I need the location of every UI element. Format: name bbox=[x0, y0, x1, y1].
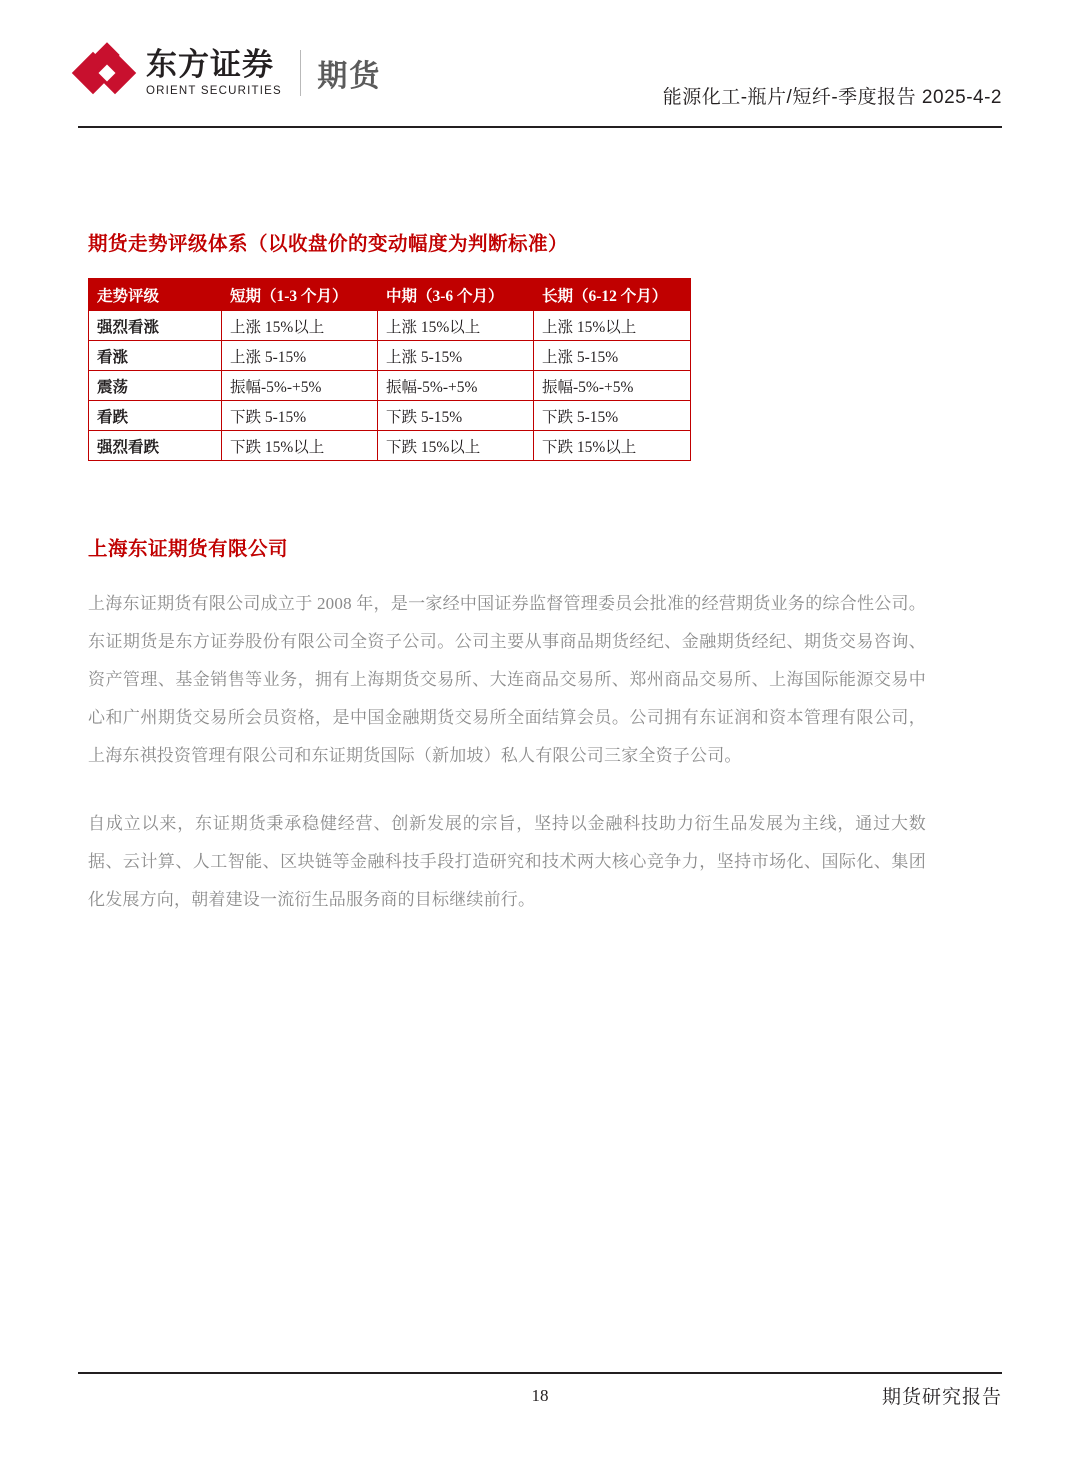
document-title-label: 能源化工-瓶片/短纤-季度报告 2025-4-2 bbox=[662, 87, 1002, 108]
table-header-cell: 短期（1-3 个月） bbox=[222, 279, 378, 311]
brand-name-en: ORIENT SECURITIES bbox=[146, 84, 282, 97]
table-row bbox=[89, 311, 691, 341]
table-cell: 下跌 5-15% bbox=[534, 401, 691, 431]
brand-sub-label: 期货 bbox=[317, 60, 382, 93]
orient-securities-logo-icon bbox=[78, 44, 136, 102]
company-description bbox=[88, 585, 926, 919]
table-cell: 上涨 15%以上 bbox=[378, 311, 534, 341]
table-cell: 上涨 5-15% bbox=[222, 341, 378, 371]
table-cell: 看涨 bbox=[89, 341, 222, 371]
table-row bbox=[89, 371, 691, 401]
table-cell: 上涨 5-15% bbox=[534, 341, 691, 371]
footer-label: 期货研究报告 bbox=[881, 1387, 1002, 1408]
table-row bbox=[89, 401, 691, 431]
table-header-cell: 走势评级 bbox=[89, 279, 222, 311]
table-cell: 振幅-5%-+5% bbox=[222, 371, 378, 401]
company-paragraph-2: 自成立以来，东证期货秉承稳健经营、创新发展的宗旨，坚持以金融科技助力衍生品发展为主线，通过大数据、云计算、人工智能、区块链等金融科技手段打造研究和技术两大核心竞争力，坚持市场化、国际化、集团化发展方向，朝着建设一流衍生品服务商的目标继续前行。 bbox=[88, 814, 926, 909]
table-cell: 上涨 15%以上 bbox=[534, 311, 691, 341]
page-header bbox=[78, 44, 1002, 122]
brand-logo-text bbox=[146, 49, 282, 97]
brand-logo bbox=[78, 44, 381, 102]
table-cell: 强烈看涨 bbox=[89, 311, 222, 341]
table-header-cell: 长期（6-12 个月） bbox=[534, 279, 691, 311]
brand-name-cn: 东方证券 bbox=[146, 47, 274, 83]
table-cell: 上涨 15%以上 bbox=[222, 311, 378, 341]
table-cell: 强烈看跌 bbox=[89, 431, 222, 461]
company-paragraph-1: 上海东证期货有限公司成立于 2008 年，是一家经中国证券监督管理委员会批准的经营期货业务的综合性公司。东证期货是东方证券股份有限公司全资子公司。公司主要从事商品期货经纪、金融期货经纪、期货交易咨询、资产管理、基金销售等业务，拥有上海期货交易所、大连商品交易所、郑州商品交易所、上海国际能源交易中心和广州期货交易所会员资格，是中国金融期货交易所全面结算会员。公司拥有东证润和资本管理有限公司，上海东祺投资管理有限公司和东证期货国际（新加坡）私人有限公司三家全资子公司。 bbox=[88, 594, 926, 765]
table-cell: 下跌 5-15% bbox=[378, 401, 534, 431]
table-cell: 振幅-5%-+5% bbox=[378, 371, 534, 401]
table-cell: 上涨 5-15% bbox=[378, 341, 534, 371]
table-cell: 下跌 15%以上 bbox=[378, 431, 534, 461]
logo-divider bbox=[300, 50, 302, 96]
table-row bbox=[89, 341, 691, 371]
company-section-title: 上海东证期货有限公司 bbox=[88, 539, 289, 560]
table-cell: 看跌 bbox=[89, 401, 222, 431]
table-cell: 震荡 bbox=[89, 371, 222, 401]
table-header-cell: 中期（3-6 个月） bbox=[378, 279, 534, 311]
header-divider bbox=[78, 126, 1002, 128]
rating-table bbox=[88, 278, 691, 461]
table-header-row bbox=[89, 279, 691, 311]
table-cell: 下跌 15%以上 bbox=[222, 431, 378, 461]
table-cell: 下跌 15%以上 bbox=[534, 431, 691, 461]
table-row bbox=[89, 431, 691, 461]
rating-section-title: 期货走势评级体系（以收盘价的变动幅度为判断标准） bbox=[88, 234, 569, 255]
table-cell: 下跌 5-15% bbox=[222, 401, 378, 431]
page-number: 18 bbox=[531, 1386, 549, 1405]
footer-divider bbox=[78, 1372, 1002, 1374]
table-cell: 振幅-5%-+5% bbox=[534, 371, 691, 401]
